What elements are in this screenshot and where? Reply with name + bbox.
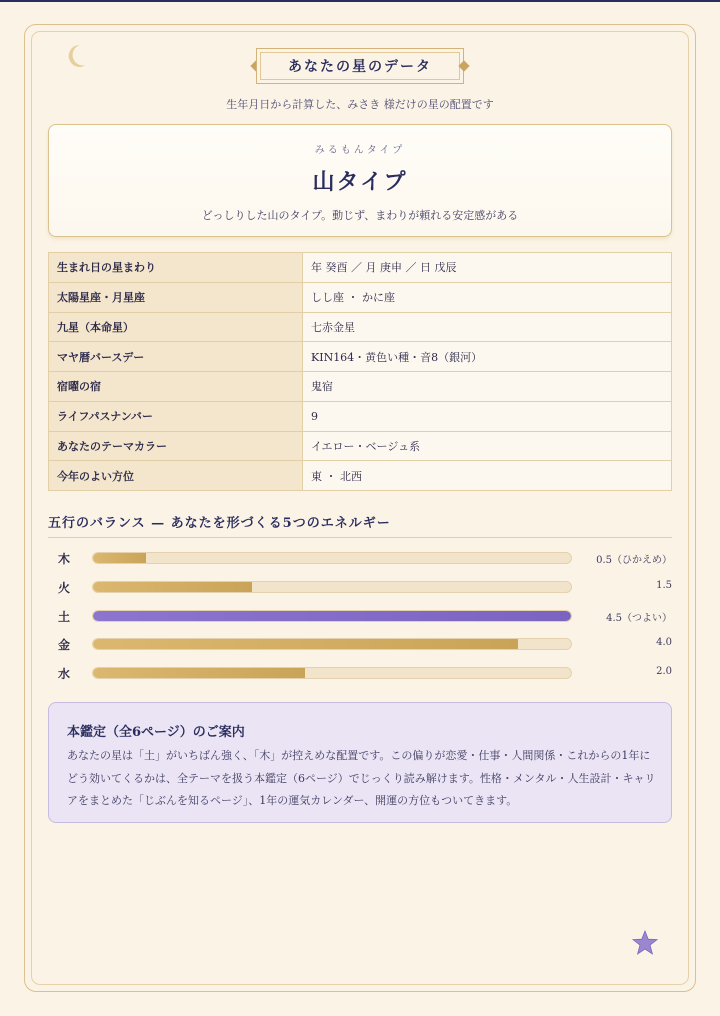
row-value: 9 (303, 401, 672, 431)
table-row (49, 461, 672, 491)
balance-bar-fill (93, 611, 571, 621)
balance-bar-fill (93, 668, 305, 678)
table-row (49, 372, 672, 402)
element-label: 木 (58, 552, 71, 566)
balance-bar-track (92, 581, 572, 593)
guide-text: あなたの星は「土」がいちばん強く、「木」が控えめな配置です。この偏りが恋愛・仕事・人間関係・これからの1年にどう効いてくるかは、全テーマを扱う本鑑定（6ページ）でじっくり読み解けます。性格・メンタル・人生設計・キャリアをまとめた「じぶんを知るページ」、1年の運気カレンダー、開運の方位もついてきます。 (67, 749, 656, 807)
row-label: マヤ暦バースデー (49, 342, 303, 372)
table-row (49, 253, 672, 283)
page-title: あなたの星のデータ (288, 59, 432, 75)
balance-row-earth (48, 606, 672, 626)
balance-row-wood (48, 548, 672, 568)
table-row (49, 282, 672, 312)
page-subtitle: 生年月日から計算した、みさき 様だけの星の配置です (226, 98, 494, 111)
header (0, 48, 720, 84)
element-label: 水 (58, 667, 71, 681)
row-value: 七赤金星 (303, 312, 672, 342)
full-reading-guide (48, 702, 672, 823)
table-row (49, 312, 672, 342)
balance-bar-track (92, 667, 572, 679)
row-value: しし座 ・ かに座 (303, 282, 672, 312)
balance-section-title: 五行のバランス — あなたを形づくる5つのエネルギー (48, 516, 391, 531)
star-data-table (48, 252, 672, 491)
row-value: イエロー・ベージュ系 (303, 431, 672, 461)
balance-bar-fill (93, 553, 146, 563)
type-card (48, 124, 672, 237)
balance-bar-track (92, 610, 572, 622)
row-label: 九星（本命星） (49, 312, 303, 342)
balance-bar-track (92, 552, 572, 564)
section-divider (48, 537, 672, 538)
table-row (49, 342, 672, 372)
element-label: 火 (58, 581, 71, 595)
row-label: 宿曜の宿 (49, 372, 303, 402)
balance-row-metal (48, 634, 672, 654)
balance-bar-track (92, 638, 572, 650)
row-value: 鬼宿 (303, 372, 672, 402)
star-icon (632, 930, 658, 956)
top-rule (0, 0, 720, 2)
balance-row-water (48, 663, 672, 683)
element-value: 4.5（つよい） (606, 613, 672, 624)
row-label: 生まれ日の星まわり (49, 253, 303, 283)
type-kana: みるもんタイプ (314, 145, 406, 156)
guide-title: 本鑑定（全6ページ）のご案内 (67, 725, 245, 740)
row-value: 東 ・ 北西 (303, 461, 672, 491)
element-value: 0.5（ひかえめ） (596, 555, 672, 566)
balance-row-fire (48, 577, 672, 597)
row-label: 太陽星座・月星座 (49, 282, 303, 312)
element-value: 2.0 (656, 666, 672, 677)
element-value: 1.5 (656, 580, 672, 591)
row-label: ライフパスナンバー (49, 401, 303, 431)
row-label: あなたのテーマカラー (49, 431, 303, 461)
row-value: 年 癸酉 ／ 月 庚申 ／ 日 戊辰 (303, 253, 672, 283)
balance-bar-fill (93, 582, 252, 592)
title-frame (256, 48, 464, 84)
element-value: 4.0 (656, 637, 672, 648)
type-description: どっしりした山のタイプ。動じず、まわりが頼れる安定感がある (201, 209, 519, 222)
type-name: 山タイプ (312, 169, 408, 195)
row-value: KIN164・黄色い種・音8（銀河） (303, 342, 672, 372)
row-label: 今年のよい方位 (49, 461, 303, 491)
balance-bar-fill (93, 639, 518, 649)
element-label: 金 (58, 638, 71, 652)
element-label: 土 (58, 610, 71, 624)
table-row (49, 431, 672, 461)
table-row (49, 401, 672, 431)
